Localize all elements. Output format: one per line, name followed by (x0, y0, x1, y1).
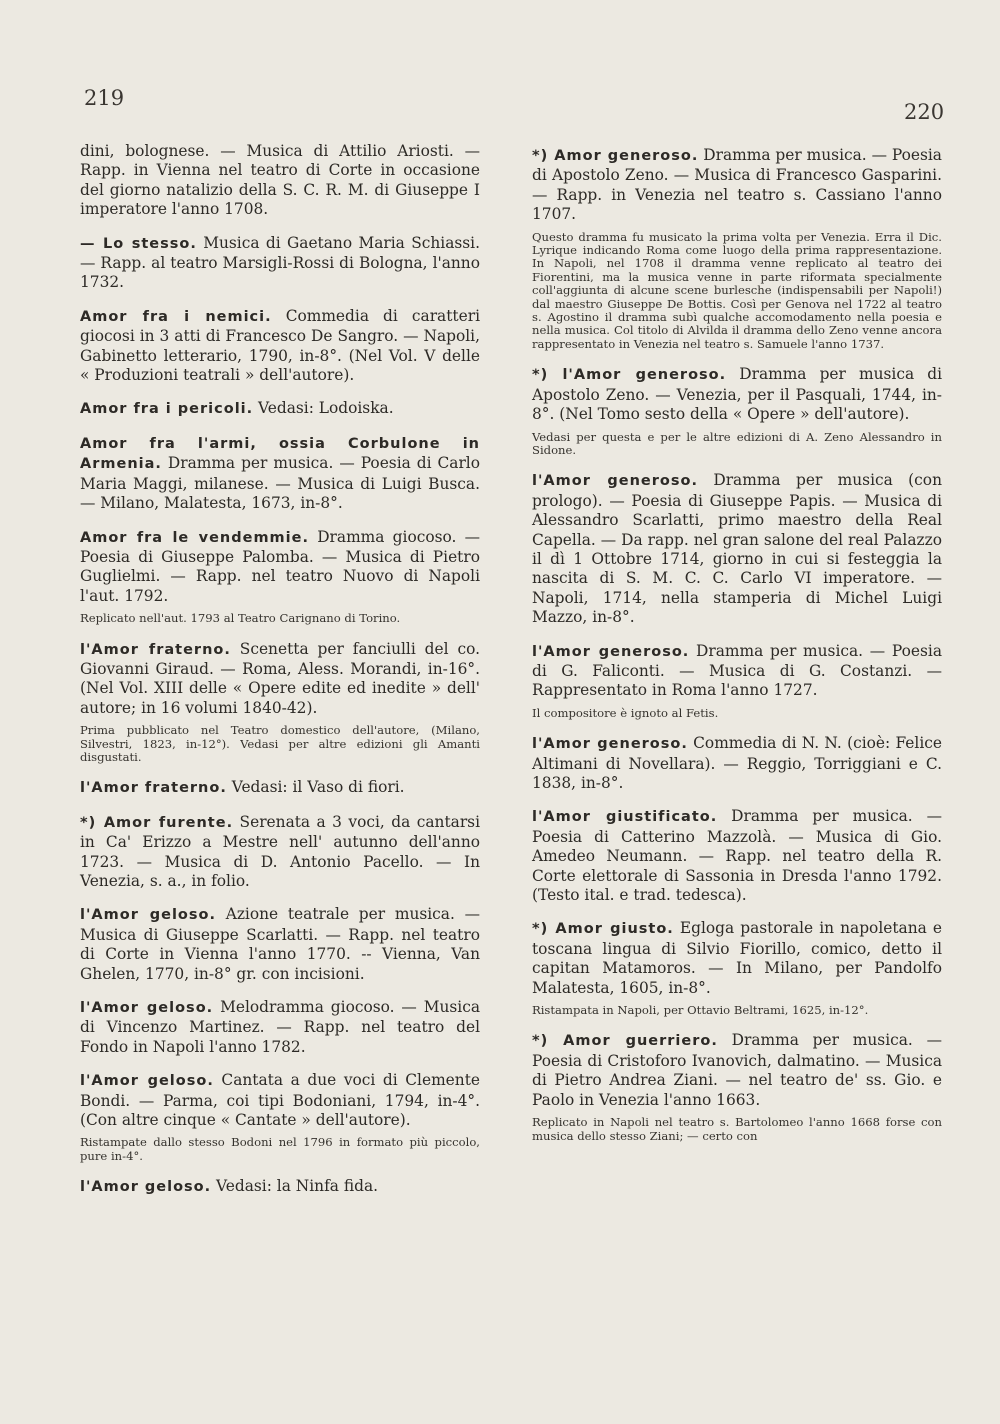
catalog-entry (532, 642, 942, 701)
entry-text: Dramma per musica. — Poesia di Cristoforo Ivanovich, dalmatino. — Musica di Pietro Andrea Ziani. — nel teatro de' ss. Gio. e Paolo in Venezia l'anno 1663. (532, 1031, 943, 1109)
entry-note: Replicato nell'aut. 1793 al Teatro Carignano di Torino. (80, 611, 401, 626)
entry-text: Musica di Gaetano Maria Schiassi. — Rapp. al teatro Marsigli-Rossi di Bologna, l'anno 1732. (80, 233, 480, 292)
entry-note: Replicato in Napoli nel teatro s. Bartolomeo l'anno 1668 forse con musica dello stesso Ziani; — certo con (532, 1115, 942, 1143)
right-column (532, 146, 942, 1157)
entry-title: *) l'Amor generoso. (532, 367, 727, 384)
entry-text: Azione teatrale per musica. — Musica di Giuseppe Scarlatti. — Rapp. nel teatro di Corte in Vienna l'anno 1770. -- Vienna, Van Ghelen, 1770, in-8° gr. con incisioni. (80, 905, 480, 983)
entry-title: Amor fra i pericoli. (80, 401, 254, 418)
entry-text: Melodramma giocoso. — Musica di Vincenzo Martinez. — Rapp. nel teatro del Fondo in Napoli l'anno 1782. (80, 998, 480, 1056)
catalog-entry (80, 434, 480, 514)
entry-title: — Lo stesso. (80, 235, 197, 252)
entry-note: Ristampate dallo stesso Bodoni nel 1796 in formato più piccolo, pure in-4°. (80, 1135, 480, 1163)
catalog-entry (80, 1177, 480, 1197)
catalog-entry (80, 905, 480, 984)
entry-title: Amor fra le vendemmie. (80, 529, 309, 546)
entry-text: Dramma per musica. — Poesia di G. Faliconti. — Musica di G. Costanzi. — Rappresentato in Roma l'anno 1727. (532, 641, 942, 700)
entry-text: Vedasi: Lodoiska. (253, 399, 394, 418)
entry-text: Commedia di caratteri giocosi in 3 atti di Francesco De Sangro. — Napoli, Gabinetto letterario, 1790, in-8°. (Nel Vol. V delle « Produzioni teatrali » dell'autore). (80, 306, 480, 385)
entry-title: l'Amor fraterno. (80, 780, 227, 797)
entry-text: Scenetta per fanciulli del co. Giovanni Giraud. — Roma, Aless. Morandi, in-16°. (Nel Vol. XIII delle « Opere edite ed inedite » dell' autore; in 16 volumi 1840-42). (80, 639, 480, 717)
entry-text: Commedia di N. N. (cioè: Felice Altimani di Novellara). — Reggio, Torriggiani e C. 1838, in-8°. (532, 734, 942, 792)
entry-title: *) Amor giusto. (532, 921, 674, 938)
entry-text: Dramma per musica (con prologo). — Poesia di Giuseppe Papis. — Musica di Alessandro Scarlatti, primo maestro della Real Capella. — Da rapp. nel gran salone del real Palazzo il dì 1 Ottobre 1714, giorno in cui si festeggia la nascita di S. M. C. C. Carlo VI imperatore. — Napoli, 1714, nella stamperia di Michel Luigi Mazzo, in-8°. (532, 471, 942, 627)
entry-title: l'Amor geloso. (80, 1073, 214, 1090)
page-number-left: 219 (84, 86, 125, 110)
catalog-entry (532, 1031, 942, 1110)
catalog-entry (80, 813, 480, 892)
entry-title: l'Amor geloso. (80, 907, 216, 924)
entry-title: l'Amor generoso. (532, 643, 690, 660)
catalog-entry (80, 142, 480, 220)
catalog-entry (532, 734, 942, 793)
entry-text: Dramma per musica. — Poesia di Carlo Maria Maggi, milanese. — Musica di Luigi Busca. — Milano, Malatesta, 1673, in-8°. (80, 454, 480, 513)
entry-text: Dramma giocoso. — Poesia di Giuseppe Palomba. — Musica di Pietro Guglielmi. — Rapp. nel teatro Nuovo di Napoli l'aut. 1792. (80, 527, 480, 605)
entry-text: Egloga pastorale in napoletana e toscana lingua di Silvio Fiorillo, comico, detto il capitan Matamoros. — In Milano, per Pandolfo Malatesta, 1605, in-8°. (532, 919, 942, 997)
catalog-entry (80, 640, 480, 719)
catalog-entry (80, 399, 480, 419)
entry-note: Il compositore è ignoto al Fetis. (532, 705, 719, 720)
entry-text: dini, bolognese. — Musica di Attilio Ariosti. — Rapp. in Vienna nel teatro di Corte in occasione del giorno natalizio della S. C. R. M. di Giuseppe I imperatore l'anno 1708. (80, 142, 480, 219)
catalog-entry (532, 471, 942, 627)
entry-text: Vedasi: il Vaso di fiori. (226, 778, 405, 797)
entry-title: Amor fra l'armi, ossia Corbulone in Armenia. (80, 435, 480, 473)
catalog-entry (532, 919, 942, 998)
entry-title: l'Amor geloso. (80, 1000, 214, 1017)
catalog-entry (532, 146, 942, 225)
entry-title: *) Amor guerriero. (532, 1033, 718, 1050)
entry-text: Cantata a due voci di Clemente Bondi. — Parma, coi tipi Bodoniani, 1794, in-4°. (Con altre cinque « Cantate » dell'autore). (80, 1071, 480, 1130)
entry-title: l'Amor generoso. (532, 736, 688, 753)
catalog-entry (532, 365, 942, 424)
entry-note: Vedasi per questa e per le altre edizioni di A. Zeno Alessandro in Sidone. (532, 429, 942, 457)
entry-note: Questo dramma fu musicato la prima volta per Venezia. Erra il Dic. Lyrique indicando Roma come luogo della prima rappresentazione. In Napoli, nel 1708 il dramma venne replicato al teatro dei Fiorentini, ma la musica venne in parte riformata specialmente coll'aggiunta di alcune scene burlesche (indispensabili per Napoli!) dal maestro Giuseppe De Bottis. Così per Genova nel 1722 al teatro s. Agostino il dramma subì qualche accomodamento nella poesia e nella musica. Col titolo di Alvilda il dramma dello Zeno venne ancora rappresentato in Venezia nel teatro s. Samuele l'anno 1737. (532, 229, 942, 351)
entry-text: Vedasi: la Ninfa fida. (211, 1177, 379, 1196)
catalog-entry (80, 1071, 480, 1130)
entry-text: Serenata a 3 voci, da cantarsi in Ca' Erizzo a Mestre nell' autunno dell'anno 1723. — Musica di D. Antonio Pacello. — In Venezia, s. a., in folio. (80, 812, 481, 890)
entry-title: l'Amor giustificato. (532, 809, 718, 826)
entry-text: Dramma per musica. — Poesia di Catterino Mazzolà. — Musica di Gio. Amedeo Neumann. — Rapp. nel teatro della R. Corte elettorale di Sassonia in Dresda l'anno 1792. (Testo ital. e trad. tedesca). (532, 807, 942, 905)
entry-title: *) Amor generoso. (532, 148, 699, 164)
entry-title: l'Amor generoso. (532, 473, 698, 490)
catalog-entry (80, 307, 480, 386)
catalog-entry (80, 998, 480, 1057)
entry-text: Dramma per musica di Apostolo Zeno. — Venezia, per il Pasquali, 1744, in-8°. (Nel Tomo sesto della « Opere » dell'autore). (532, 365, 942, 424)
entry-note: Ristampata in Napoli, per Ottavio Beltrami, 1625, in-12°. (532, 1003, 869, 1018)
entry-note: Prima pubblicato nel Teatro domestico dell'autore, (Milano, Silvestri, 1823, in-12°). Vedasi per altre edizioni gli Amanti disgustati. (80, 723, 480, 764)
entry-title: Amor fra i nemici. (80, 308, 272, 325)
catalog-entry (80, 234, 480, 293)
catalog-entry (532, 807, 942, 905)
entry-title: l'Amor geloso. (80, 1179, 212, 1196)
catalog-entry (80, 528, 480, 607)
entry-title: *) Amor furente. (80, 814, 234, 831)
page-number-right: 220 (904, 100, 945, 124)
entry-text: Dramma per musica. — Poesia di Apostolo Zeno. — Musica di Francesco Gasparini. — Rapp. in Venezia nel teatro s. Cassiano l'anno 1707. (532, 146, 942, 224)
entry-title: l'Amor fraterno. (80, 641, 231, 658)
left-column (80, 142, 480, 1212)
catalog-entry (80, 778, 480, 798)
